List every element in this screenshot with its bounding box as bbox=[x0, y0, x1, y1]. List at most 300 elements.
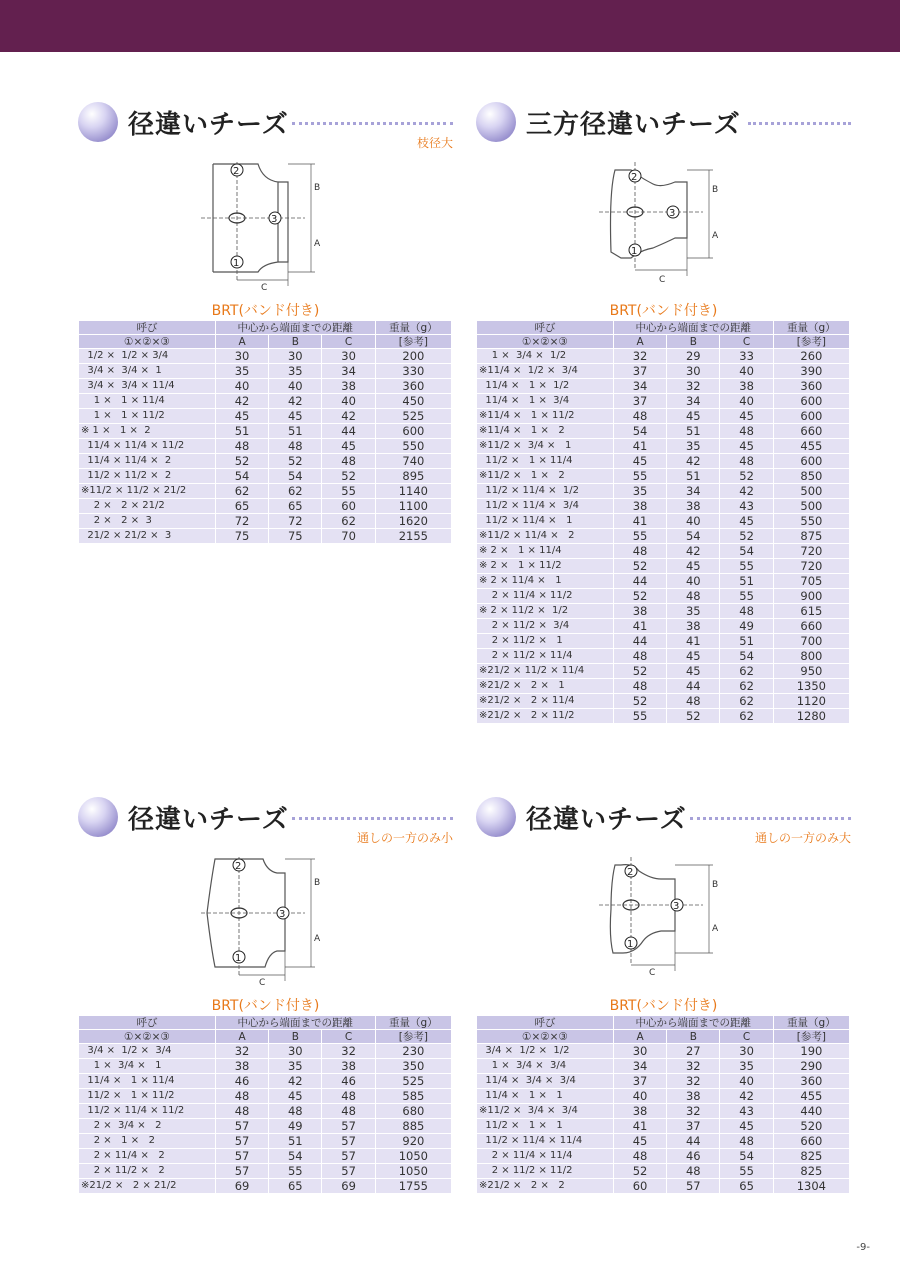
c-cell: 30 bbox=[322, 349, 374, 363]
table-row bbox=[477, 1164, 849, 1178]
table-row bbox=[477, 484, 849, 498]
weight-cell: 1755 bbox=[376, 1179, 451, 1193]
c-cell: 38 bbox=[322, 379, 374, 393]
svg-text:C: C bbox=[261, 283, 268, 293]
c-cell: 52 bbox=[322, 469, 374, 483]
table-row bbox=[79, 529, 451, 543]
b-cell: 72 bbox=[269, 514, 321, 528]
size-cell: ※11/4 × 1 × 11/2 bbox=[477, 409, 613, 423]
b-cell: 45 bbox=[269, 1089, 321, 1103]
weight-cell: 450 bbox=[376, 394, 451, 408]
b-cell: 45 bbox=[667, 409, 719, 423]
a-cell: 40 bbox=[216, 379, 268, 393]
section-title: 径違いチーズ bbox=[128, 110, 289, 140]
weight-cell: 680 bbox=[376, 1104, 451, 1118]
svg-text:C: C bbox=[649, 968, 656, 978]
weight-cell: 600 bbox=[376, 424, 451, 438]
size-cell: ※ 2 × 1 × 11/2 bbox=[477, 559, 613, 573]
size-cell: 11/2 × 1 × 11/2 bbox=[79, 1089, 215, 1103]
col-size-header: 呼び bbox=[79, 1016, 215, 1029]
size-cell: 2 × 11/4 × 2 bbox=[79, 1149, 215, 1163]
bullet-ball-icon bbox=[476, 102, 516, 142]
svg-text:2: 2 bbox=[235, 861, 242, 872]
a-cell: 46 bbox=[216, 1074, 268, 1088]
size-cell: 2 × 11/2 × 11/4 bbox=[477, 649, 613, 663]
spec-table bbox=[476, 320, 850, 724]
size-cell: 11/2 × 1 × 11/4 bbox=[477, 454, 613, 468]
b-cell: 52 bbox=[269, 454, 321, 468]
section-header bbox=[78, 795, 453, 845]
c-cell: 48 bbox=[322, 454, 374, 468]
size-cell: ※21/2 × 2 × 11/4 bbox=[477, 694, 613, 708]
weight-cell: 585 bbox=[376, 1089, 451, 1103]
c-cell: 45 bbox=[720, 439, 772, 453]
c-cell: 57 bbox=[322, 1134, 374, 1148]
col-b-header: B bbox=[269, 335, 321, 348]
svg-text:A: A bbox=[314, 934, 321, 944]
size-cell: ※ 1 × 1 × 2 bbox=[79, 424, 215, 438]
table-row bbox=[79, 514, 451, 528]
a-cell: 35 bbox=[216, 364, 268, 378]
c-cell: 52 bbox=[720, 469, 772, 483]
weight-cell: 660 bbox=[774, 424, 849, 438]
weight-cell: 525 bbox=[376, 1074, 451, 1088]
weight-cell: 600 bbox=[774, 409, 849, 423]
spec-table bbox=[78, 1015, 452, 1194]
section-subtitle: 枝径大 bbox=[416, 136, 453, 150]
b-cell: 40 bbox=[667, 574, 719, 588]
table-row bbox=[477, 709, 849, 723]
dotted-rule bbox=[292, 817, 453, 820]
col-b-header: B bbox=[667, 335, 719, 348]
a-cell: 62 bbox=[216, 484, 268, 498]
col-c-header: C bbox=[322, 335, 374, 348]
c-cell: 40 bbox=[720, 364, 772, 378]
dotted-rule bbox=[292, 122, 453, 125]
c-cell: 54 bbox=[720, 544, 772, 558]
c-cell: 42 bbox=[720, 1089, 772, 1103]
size-cell: ※11/2 × 11/4 × 2 bbox=[477, 529, 613, 543]
table-row bbox=[79, 1074, 451, 1088]
c-cell: 62 bbox=[720, 694, 772, 708]
weight-cell: 660 bbox=[774, 1134, 849, 1148]
c-cell: 55 bbox=[720, 589, 772, 603]
weight-cell: 1280 bbox=[774, 709, 849, 723]
b-cell: 34 bbox=[667, 484, 719, 498]
b-cell: 32 bbox=[667, 1059, 719, 1073]
a-cell: 65 bbox=[216, 499, 268, 513]
a-cell: 57 bbox=[216, 1119, 268, 1133]
table-row bbox=[79, 439, 451, 453]
weight-cell: 660 bbox=[774, 619, 849, 633]
b-cell: 32 bbox=[667, 379, 719, 393]
product-label: BRT(バンド付き) bbox=[609, 303, 718, 319]
dotted-rule bbox=[748, 122, 851, 125]
tee-dimension-diagram bbox=[591, 857, 751, 997]
tee-dimension-diagram bbox=[193, 857, 353, 997]
a-cell: 41 bbox=[614, 514, 666, 528]
weight-cell: 875 bbox=[774, 529, 849, 543]
table-row bbox=[477, 409, 849, 423]
size-cell: 11/2 × 11/2 × 2 bbox=[79, 469, 215, 483]
c-cell: 45 bbox=[720, 409, 772, 423]
b-cell: 45 bbox=[667, 664, 719, 678]
svg-text:3: 3 bbox=[279, 909, 286, 920]
size-cell: 2 × 11/2 × 2 bbox=[79, 1164, 215, 1178]
a-cell: 51 bbox=[216, 424, 268, 438]
table-row bbox=[477, 364, 849, 378]
table-row bbox=[79, 1149, 451, 1163]
section-subtitle: 通しの一方のみ小 bbox=[356, 831, 453, 845]
table-row bbox=[477, 349, 849, 363]
a-cell: 55 bbox=[614, 469, 666, 483]
a-cell: 45 bbox=[216, 409, 268, 423]
table-row bbox=[79, 364, 451, 378]
table-row bbox=[477, 469, 849, 483]
size-cell: 3/4 × 3/4 × 1 bbox=[79, 364, 215, 378]
svg-text:2: 2 bbox=[627, 867, 634, 878]
c-cell: 55 bbox=[720, 559, 772, 573]
table-row bbox=[477, 529, 849, 543]
c-cell: 62 bbox=[720, 709, 772, 723]
c-cell: 57 bbox=[322, 1119, 374, 1133]
weight-cell: 1304 bbox=[774, 1179, 849, 1193]
size-cell: ※ 2 × 11/2 × 1/2 bbox=[477, 604, 613, 618]
weight-cell: 1140 bbox=[376, 484, 451, 498]
b-cell: 55 bbox=[269, 1164, 321, 1178]
a-cell: 34 bbox=[614, 379, 666, 393]
c-cell: 38 bbox=[322, 1059, 374, 1073]
weight-cell: 190 bbox=[774, 1044, 849, 1058]
size-cell: 2 × 3/4 × 2 bbox=[79, 1119, 215, 1133]
a-cell: 69 bbox=[216, 1179, 268, 1193]
a-cell: 54 bbox=[216, 469, 268, 483]
svg-text:B: B bbox=[314, 183, 321, 193]
size-cell: ※21/2 × 2 × 2 bbox=[477, 1179, 613, 1193]
c-cell: 30 bbox=[720, 1044, 772, 1058]
b-cell: 27 bbox=[667, 1044, 719, 1058]
c-cell: 48 bbox=[322, 1089, 374, 1103]
bullet-ball-icon bbox=[476, 797, 516, 837]
b-cell: 34 bbox=[667, 394, 719, 408]
size-cell: 2 × 2 × 21/2 bbox=[79, 499, 215, 513]
weight-cell: 260 bbox=[774, 349, 849, 363]
a-cell: 48 bbox=[614, 544, 666, 558]
section-header bbox=[78, 100, 453, 150]
a-cell: 38 bbox=[216, 1059, 268, 1073]
col-weight-subheader: [参考] bbox=[774, 1030, 849, 1043]
b-cell: 65 bbox=[269, 499, 321, 513]
a-cell: 38 bbox=[614, 604, 666, 618]
col-weight-subheader: [参考] bbox=[774, 335, 849, 348]
table-row bbox=[79, 499, 451, 513]
c-cell: 42 bbox=[322, 409, 374, 423]
table-row bbox=[477, 424, 849, 438]
weight-cell: 550 bbox=[774, 514, 849, 528]
a-cell: 38 bbox=[614, 499, 666, 513]
svg-text:B: B bbox=[314, 878, 321, 888]
col-a-header: A bbox=[614, 335, 666, 348]
a-cell: 41 bbox=[614, 619, 666, 633]
b-cell: 51 bbox=[667, 469, 719, 483]
table-row bbox=[79, 1134, 451, 1148]
size-cell: ※11/4 × 1/2 × 3/4 bbox=[477, 364, 613, 378]
svg-text:A: A bbox=[712, 231, 719, 241]
table-row bbox=[477, 1104, 849, 1118]
c-cell: 46 bbox=[322, 1074, 374, 1088]
col-size-subheader: ①×②×③ bbox=[477, 335, 613, 348]
svg-text:B: B bbox=[712, 880, 719, 890]
table-row bbox=[477, 664, 849, 678]
col-weight-subheader: [参考] bbox=[376, 335, 451, 348]
svg-text:A: A bbox=[314, 239, 321, 249]
b-cell: 48 bbox=[269, 1104, 321, 1118]
col-weight-header: 重量（g） bbox=[376, 321, 451, 334]
svg-text:1: 1 bbox=[631, 246, 638, 257]
weight-cell: 290 bbox=[774, 1059, 849, 1073]
size-cell: ※ 2 × 11/4 × 1 bbox=[477, 574, 613, 588]
c-cell: 65 bbox=[720, 1179, 772, 1193]
a-cell: 42 bbox=[216, 394, 268, 408]
c-cell: 34 bbox=[322, 364, 374, 378]
a-cell: 48 bbox=[614, 409, 666, 423]
c-cell: 70 bbox=[322, 529, 374, 543]
table-row bbox=[477, 454, 849, 468]
a-cell: 57 bbox=[216, 1134, 268, 1148]
svg-text:B: B bbox=[712, 185, 719, 195]
col-c-header: C bbox=[720, 1030, 772, 1043]
c-cell: 62 bbox=[720, 679, 772, 693]
size-cell: 11/2 × 11/4 × 11/2 bbox=[79, 1104, 215, 1118]
col-weight-subheader: [参考] bbox=[376, 1030, 451, 1043]
product-label: BRT(バンド付き) bbox=[211, 303, 320, 319]
weight-cell: 720 bbox=[774, 559, 849, 573]
a-cell: 52 bbox=[614, 664, 666, 678]
svg-text:1: 1 bbox=[235, 953, 242, 964]
size-cell: 2 × 11/4 × 11/2 bbox=[477, 589, 613, 603]
a-cell: 41 bbox=[614, 439, 666, 453]
b-cell: 48 bbox=[667, 694, 719, 708]
table-row bbox=[477, 499, 849, 513]
table-row bbox=[477, 1074, 849, 1088]
b-cell: 40 bbox=[667, 514, 719, 528]
weight-cell: 230 bbox=[376, 1044, 451, 1058]
weight-cell: 895 bbox=[376, 469, 451, 483]
a-cell: 37 bbox=[614, 364, 666, 378]
c-cell: 40 bbox=[322, 394, 374, 408]
weight-cell: 705 bbox=[774, 574, 849, 588]
a-cell: 75 bbox=[216, 529, 268, 543]
c-cell: 55 bbox=[322, 484, 374, 498]
c-cell: 54 bbox=[720, 1149, 772, 1163]
b-cell: 44 bbox=[667, 679, 719, 693]
svg-text:1: 1 bbox=[627, 939, 634, 950]
dotted-rule bbox=[690, 817, 851, 820]
table-row bbox=[477, 1179, 849, 1193]
a-cell: 48 bbox=[614, 679, 666, 693]
b-cell: 52 bbox=[667, 709, 719, 723]
a-cell: 55 bbox=[614, 529, 666, 543]
svg-text:2: 2 bbox=[631, 172, 638, 183]
a-cell: 52 bbox=[216, 454, 268, 468]
weight-cell: 350 bbox=[376, 1059, 451, 1073]
size-cell: 11/4 × 1 × 11/4 bbox=[79, 1074, 215, 1088]
col-dist-header: 中心から端面までの距離 bbox=[216, 1016, 375, 1029]
b-cell: 37 bbox=[667, 1119, 719, 1133]
a-cell: 37 bbox=[614, 1074, 666, 1088]
table-row bbox=[477, 619, 849, 633]
size-cell: 11/2 × 11/4 × 1/2 bbox=[477, 484, 613, 498]
c-cell: 48 bbox=[720, 424, 772, 438]
c-cell: 48 bbox=[720, 604, 772, 618]
weight-cell: 440 bbox=[774, 1104, 849, 1118]
a-cell: 52 bbox=[614, 589, 666, 603]
table-row bbox=[79, 1059, 451, 1073]
a-cell: 52 bbox=[614, 1164, 666, 1178]
a-cell: 48 bbox=[216, 439, 268, 453]
c-cell: 48 bbox=[720, 1134, 772, 1148]
weight-cell: 800 bbox=[774, 649, 849, 663]
size-cell: 2 × 11/2 × 3/4 bbox=[477, 619, 613, 633]
col-size-header: 呼び bbox=[477, 321, 613, 334]
c-cell: 62 bbox=[720, 664, 772, 678]
b-cell: 54 bbox=[667, 529, 719, 543]
a-cell: 44 bbox=[614, 634, 666, 648]
weight-cell: 360 bbox=[774, 1074, 849, 1088]
size-cell: ※11/2 × 1 × 2 bbox=[477, 469, 613, 483]
section-reducing-tee-run-large bbox=[476, 795, 851, 1193]
a-cell: 52 bbox=[614, 694, 666, 708]
b-cell: 42 bbox=[667, 454, 719, 468]
col-b-header: B bbox=[269, 1030, 321, 1043]
table-row bbox=[79, 484, 451, 498]
weight-cell: 360 bbox=[376, 379, 451, 393]
b-cell: 40 bbox=[269, 379, 321, 393]
table-row bbox=[477, 1119, 849, 1133]
table-row bbox=[79, 454, 451, 468]
size-cell: 1/2 × 1/2 × 3/4 bbox=[79, 349, 215, 363]
table-row bbox=[79, 1104, 451, 1118]
table-row bbox=[477, 439, 849, 453]
a-cell: 30 bbox=[216, 349, 268, 363]
table-row bbox=[477, 394, 849, 408]
c-cell: 48 bbox=[322, 1104, 374, 1118]
col-dist-header: 中心から端面までの距離 bbox=[614, 321, 773, 334]
b-cell: 45 bbox=[667, 559, 719, 573]
size-cell: ※21/2 × 2 × 21/2 bbox=[79, 1179, 215, 1193]
col-size-subheader: ①×②×③ bbox=[79, 1030, 215, 1043]
weight-cell: 455 bbox=[774, 1089, 849, 1103]
table-row bbox=[79, 1044, 451, 1058]
b-cell: 32 bbox=[667, 1104, 719, 1118]
weight-cell: 1620 bbox=[376, 514, 451, 528]
size-cell: ※11/2 × 3/4 × 1 bbox=[477, 439, 613, 453]
table-row bbox=[477, 544, 849, 558]
c-cell: 45 bbox=[720, 1119, 772, 1133]
a-cell: 32 bbox=[216, 1044, 268, 1058]
size-cell: 11/4 × 3/4 × 3/4 bbox=[477, 1074, 613, 1088]
size-cell: 11/4 × 1 × 1 bbox=[477, 1089, 613, 1103]
weight-cell: 520 bbox=[774, 1119, 849, 1133]
table-row bbox=[79, 379, 451, 393]
b-cell: 46 bbox=[667, 1149, 719, 1163]
size-cell: 2 × 2 × 3 bbox=[79, 514, 215, 528]
a-cell: 55 bbox=[614, 709, 666, 723]
size-cell: 1 × 3/4 × 1 bbox=[79, 1059, 215, 1073]
b-cell: 35 bbox=[667, 604, 719, 618]
b-cell: 48 bbox=[667, 1164, 719, 1178]
a-cell: 48 bbox=[216, 1089, 268, 1103]
b-cell: 30 bbox=[269, 1044, 321, 1058]
b-cell: 38 bbox=[667, 1089, 719, 1103]
weight-cell: 950 bbox=[774, 664, 849, 678]
product-label: BRT(バンド付き) bbox=[609, 998, 718, 1014]
table-row bbox=[477, 649, 849, 663]
page-number: -9- bbox=[856, 1242, 870, 1253]
weight-cell: 850 bbox=[774, 469, 849, 483]
a-cell: 45 bbox=[614, 1134, 666, 1148]
size-cell: 2 × 11/2 × 1 bbox=[477, 634, 613, 648]
b-cell: 62 bbox=[269, 484, 321, 498]
c-cell: 33 bbox=[720, 349, 772, 363]
weight-cell: 200 bbox=[376, 349, 451, 363]
c-cell: 51 bbox=[720, 574, 772, 588]
svg-text:A: A bbox=[712, 924, 719, 934]
section-title: 径違いチーズ bbox=[128, 805, 289, 835]
b-cell: 35 bbox=[269, 364, 321, 378]
a-cell: 32 bbox=[614, 349, 666, 363]
size-cell: ※11/2 × 11/2 × 21/2 bbox=[79, 484, 215, 498]
c-cell: 43 bbox=[720, 499, 772, 513]
c-cell: 35 bbox=[720, 1059, 772, 1073]
c-cell: 52 bbox=[720, 529, 772, 543]
table-row bbox=[477, 1044, 849, 1058]
size-cell: 11/4 × 11/4 × 2 bbox=[79, 454, 215, 468]
b-cell: 41 bbox=[667, 634, 719, 648]
b-cell: 42 bbox=[269, 1074, 321, 1088]
table-row bbox=[477, 379, 849, 393]
tee-dimension-diagram bbox=[193, 162, 353, 302]
size-cell: 11/4 × 1 × 3/4 bbox=[477, 394, 613, 408]
svg-text:C: C bbox=[659, 275, 666, 285]
table-row bbox=[477, 574, 849, 588]
size-cell: ※21/2 × 2 × 1 bbox=[477, 679, 613, 693]
weight-cell: 1100 bbox=[376, 499, 451, 513]
size-cell: 1 × 1 × 11/4 bbox=[79, 394, 215, 408]
table-row bbox=[477, 634, 849, 648]
b-cell: 48 bbox=[667, 589, 719, 603]
bullet-ball-icon bbox=[78, 797, 118, 837]
a-cell: 41 bbox=[614, 1119, 666, 1133]
size-cell: ※11/2 × 3/4 × 3/4 bbox=[477, 1104, 613, 1118]
a-cell: 60 bbox=[614, 1179, 666, 1193]
table-row bbox=[477, 694, 849, 708]
table-row bbox=[477, 604, 849, 618]
size-cell: 11/2 × 11/4 × 11/4 bbox=[477, 1134, 613, 1148]
b-cell: 75 bbox=[269, 529, 321, 543]
weight-cell: 900 bbox=[774, 589, 849, 603]
size-cell: 11/2 × 11/4 × 3/4 bbox=[477, 499, 613, 513]
c-cell: 62 bbox=[322, 514, 374, 528]
b-cell: 65 bbox=[269, 1179, 321, 1193]
table-row bbox=[477, 679, 849, 693]
size-cell: 2 × 1 × 2 bbox=[79, 1134, 215, 1148]
top-banner bbox=[0, 0, 900, 52]
c-cell: 54 bbox=[720, 649, 772, 663]
svg-text:3: 3 bbox=[673, 901, 680, 912]
size-cell: 1 × 3/4 × 1/2 bbox=[477, 349, 613, 363]
c-cell: 40 bbox=[720, 1074, 772, 1088]
